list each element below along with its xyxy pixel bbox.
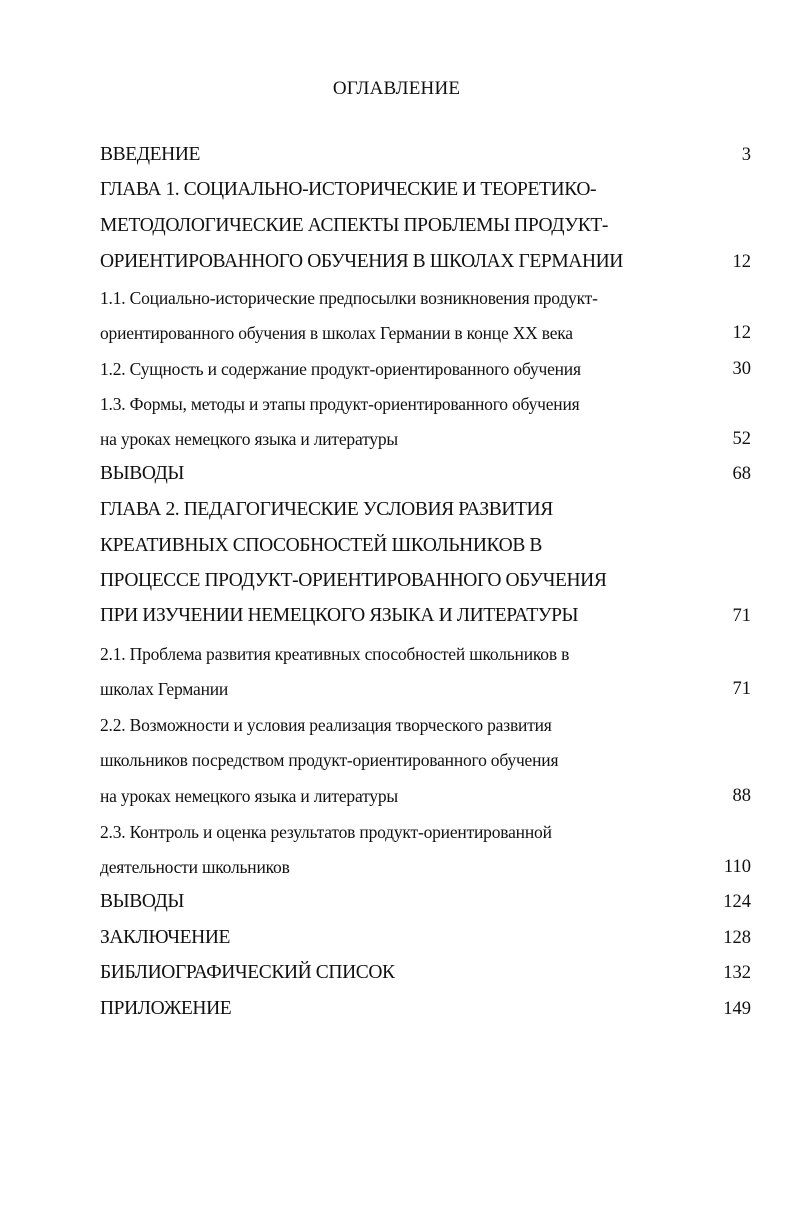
toc-page-1-1: 12 — [732, 323, 751, 343]
toc-entry-2-1-line2: школах Германии — [100, 679, 229, 699]
toc-page-appendix: 149 — [723, 999, 751, 1019]
toc-entry-1-1-line2: ориентированного обучения в школах Германии в конце XX века — [100, 323, 573, 343]
toc-page-chapter1: 12 — [732, 252, 751, 272]
toc-entry-2-2-line1: 2.2. Возможности и условия реализация творческого развития — [100, 715, 552, 735]
toc-entry-intro: ВВЕДЕНИЕ — [100, 144, 201, 165]
page-title: ОГЛАВЛЕНИЕ — [332, 78, 461, 99]
toc-entry-chapter2-line3: ПРОЦЕССЕ ПРОДУКТ-ОРИЕНТИРОВАННОГО ОБУЧЕНИЯ — [100, 570, 607, 591]
toc-entry-chapter1-line3: ОРИЕНТИРОВАННОГО ОБУЧЕНИЯ В ШКОЛАХ ГЕРМАНИИ — [100, 251, 623, 272]
toc-entry-conclusion: ЗАКЛЮЧЕНИЕ — [100, 927, 231, 948]
toc-page-chapter2: 71 — [732, 606, 751, 626]
toc-page-conclusions-2: 124 — [723, 892, 751, 912]
toc-entry-bibliography: БИБЛИОГРАФИЧЕСКИЙ СПИСОК — [100, 962, 395, 983]
toc-entry-conclusions-1: ВЫВОДЫ — [100, 463, 185, 484]
toc-entry-1-3-line2: на уроках немецкого языка и литературы — [100, 429, 398, 449]
toc-page-1-2: 30 — [732, 359, 751, 379]
toc-entry-chapter2-line4: ПРИ ИЗУЧЕНИИ НЕМЕЦКОГО ЯЗЫКА И ЛИТЕРАТУРЫ — [100, 605, 579, 626]
toc-entry-2-1-line1: 2.1. Проблема развития креативных способностей школьников в — [100, 644, 570, 664]
toc-entry-1-2: 1.2. Сущность и содержание продукт-ориентированного обучения — [100, 359, 581, 379]
toc-page-conclusions-1: 68 — [732, 464, 751, 484]
toc-entry-appendix: ПРИЛОЖЕНИЕ — [100, 998, 232, 1019]
toc-page-bibliography: 132 — [723, 963, 751, 983]
toc-entry-2-2-line3: на уроках немецкого языка и литературы — [100, 786, 398, 806]
toc-page-2-2: 88 — [732, 786, 751, 806]
toc-entry-chapter2-line2: КРЕАТИВНЫХ СПОСОБНОСТЕЙ ШКОЛЬНИКОВ В — [100, 535, 543, 556]
toc-page-intro: 3 — [741, 145, 751, 165]
toc-page-1-3: 52 — [732, 429, 751, 449]
toc-entry-2-3-line2: деятельности школьников — [100, 857, 290, 877]
toc-entry-1-3-line1: 1.3. Формы, методы и этапы продукт-ориентированного обучения — [100, 394, 580, 414]
toc-entry-chapter1-line1: ГЛАВА 1. СОЦИАЛЬНО-ИСТОРИЧЕСКИЕ И ТЕОРЕТИКО- — [100, 179, 597, 200]
toc-entry-2-2-line2: школьников посредством продукт-ориентированного обучения — [100, 750, 559, 770]
toc-entry-conclusions-2: ВЫВОДЫ — [100, 891, 185, 912]
toc-entry-chapter2-line1: ГЛАВА 2. ПЕДАГОГИЧЕСКИЕ УСЛОВИЯ РАЗВИТИЯ — [100, 499, 553, 520]
toc-page-conclusion: 128 — [723, 928, 751, 948]
toc-page-2-3: 110 — [723, 857, 751, 877]
toc-entry-chapter1-line2: МЕТОДОЛОГИЧЕСКИЕ АСПЕКТЫ ПРОБЛЕМЫ ПРОДУКТ- — [100, 215, 609, 236]
toc-entry-2-3-line1: 2.3. Контроль и оценка результатов продукт-ориентированной — [100, 822, 552, 842]
toc-entry-1-1-line1: 1.1. Социально-исторические предпосылки возникновения продукт- — [100, 288, 598, 308]
toc-page-2-1: 71 — [732, 679, 751, 699]
